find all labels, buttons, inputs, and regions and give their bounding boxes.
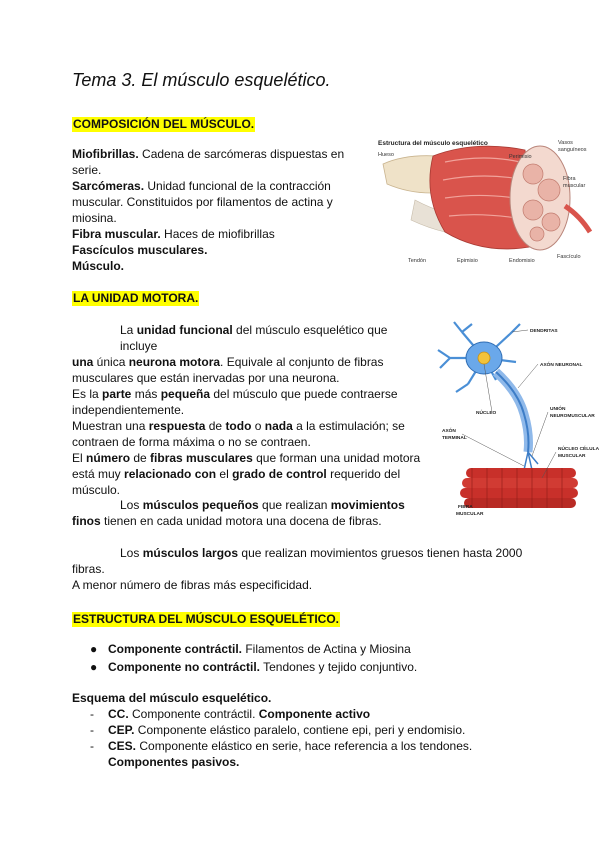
unidad-p4-f: está muy — [72, 467, 125, 481]
def-sarcomeras-2: muscular. Constituidos por filamentos de actina y — [72, 195, 333, 209]
term-sarcomeras: Sarcómeras. — [72, 179, 145, 193]
label-vasos-1: Vasos — [558, 140, 573, 146]
list-item — [90, 722, 510, 738]
label-union-2: NEUROMUSCULAR — [550, 414, 595, 419]
unidad-text — [72, 322, 424, 498]
unidad-p6 — [72, 545, 542, 593]
bullet-2: ● — [90, 660, 98, 674]
unidad-p2-a: Es la — [72, 387, 103, 401]
unidad-p2-e: del músculo que puede contraerse — [210, 387, 398, 401]
list-item — [90, 640, 417, 658]
unidad-p4-k: músculo. — [72, 483, 121, 497]
label-perimisio: Perimisio — [509, 154, 532, 160]
def-miofibrillas-2: serie. — [72, 163, 102, 177]
unidad-p2-b: parte — [102, 387, 132, 401]
list-item — [90, 706, 510, 722]
fascicle-2 — [538, 179, 560, 201]
label-fibra-muscular-2: MUSCULAR — [456, 512, 484, 517]
esquema-title: Esquema del músculo esquelético. — [72, 691, 272, 705]
ces-def: Componente elástico en serie, hace referencia a los tendones. — [136, 739, 473, 753]
list-item — [90, 658, 417, 676]
unidad-p4-h: el — [216, 467, 233, 481]
cc-def: Componente contráctil. — [128, 707, 259, 721]
unidad-p4-c: de — [130, 451, 151, 465]
axon-terminals — [524, 452, 538, 470]
ces-term: CES. — [108, 739, 137, 753]
def-sarcomeras-3: miosina. — [72, 211, 117, 225]
unidad-p3-g: a la estimulación; se — [292, 419, 405, 433]
unidad-p4-g: relacionado con — [124, 467, 217, 481]
fascicle-4 — [542, 213, 560, 231]
fascicle-5 — [530, 227, 544, 241]
unidad-p4-a: El — [72, 451, 87, 465]
label-dendritas: DENDRITAS — [530, 329, 558, 334]
componente-contractil-def: Filamentos de Actina y Miosina — [242, 642, 411, 656]
label-axon-terminal-1: AXÓN — [442, 429, 456, 434]
dash-3: - — [90, 739, 94, 753]
componente-contractil-term: Componente contráctil. — [108, 642, 243, 656]
unidad-p5 — [72, 497, 424, 529]
componente-no-contractil-def: Tendones y tejido conjuntivo. — [260, 660, 418, 674]
section-heading-unidad: LA UNIDAD MOTORA. — [73, 291, 199, 305]
unidad-p3-h: contraen de forma máxima o no se contraen. — [72, 435, 311, 449]
dash-1: - — [90, 707, 94, 721]
componentes-list — [90, 640, 417, 676]
label-vasos-2: sanguíneos — [558, 147, 587, 153]
label-axon-terminal-2: TERMINAL — [442, 436, 467, 441]
def-sarcomeras-1: Unidad funcional de la contracción — [144, 179, 331, 193]
unidad-p1-f: neurona motora — [128, 355, 221, 369]
label-union-1: UNIÓN — [550, 407, 566, 412]
list-item — [90, 738, 510, 754]
composicion-text — [72, 146, 362, 274]
unidad-p1-c: del músculo esquelético que incluye — [120, 323, 388, 353]
term-musculo: Músculo. — [72, 259, 125, 273]
figure-muscle-title: Estructura del músculo esquelético — [378, 140, 488, 147]
unidad-p3-f: nada — [264, 419, 293, 433]
unidad-p5-b: músculos pequeños — [142, 498, 259, 512]
unidad-p3-d: todo — [225, 419, 252, 433]
unidad-p3-a: Muestran una — [72, 419, 149, 433]
unidad-p1-g: . Equivale al conjunto de fibras — [220, 355, 384, 369]
unidad-p5-d: movimientos — [330, 498, 405, 512]
def-fibra: Haces de miofibrillas — [160, 227, 275, 241]
muscle-structure-figure — [375, 136, 600, 266]
label-hueso: Hueso — [378, 152, 394, 158]
unidad-p4-e: que forman una unidad motora — [252, 451, 421, 465]
section-heading-estructura: ESTRUCTURA DEL MÚSCULO ESQUELÉTICO. — [73, 612, 340, 626]
bullet-1: ● — [90, 642, 98, 656]
unidad-p6-d: fibras. — [72, 562, 105, 576]
componentes-pasivos: Componentes pasivos. — [108, 755, 240, 769]
label-axon: AXÓN NEURONAL — [540, 363, 583, 368]
muscle-fibers — [460, 468, 578, 508]
cc-term: CC. — [108, 707, 129, 721]
label-epimisio: Epimisio — [457, 258, 478, 264]
componente-no-contractil-term: Componente no contráctil. — [108, 660, 261, 674]
unidad-p5-e: finos — [72, 514, 101, 528]
label-fibra-muscular-1: FIBRA — [458, 505, 473, 510]
term-fibra: Fibra muscular. — [72, 227, 161, 241]
unidad-p5-a: Los — [120, 498, 143, 512]
unidad-p6-a: Los — [120, 546, 143, 560]
unidad-p6-c: que realizan movimientos gruesos tienen hasta 2000 — [238, 546, 523, 560]
unidad-p4-j: requerido del — [326, 467, 401, 481]
muscle-fiber-extension — [565, 206, 590, 232]
label-tendon: Tendón — [408, 258, 427, 264]
neuron-nucleus — [478, 352, 490, 364]
def-miofibrillas-1: Cadena de sarcómeras dispuestas en — [138, 147, 345, 161]
motor-unit-figure — [432, 318, 600, 523]
unidad-p1-d: una — [72, 355, 94, 369]
unidad-p7: A menor número de fibras más especificidad. — [72, 578, 313, 592]
label-fibra-2: muscular — [563, 183, 586, 189]
unidad-p4-d: fibras musculares — [150, 451, 253, 465]
section-heading-composicion: COMPOSICIÓN DEL MÚSCULO. — [73, 117, 255, 131]
unidad-p1-e: única — [93, 355, 129, 369]
cc-bold: Componente activo — [258, 707, 371, 721]
unidad-p1-b: unidad funcional — [136, 323, 233, 337]
term-miofibrillas: Miofibrillas. — [72, 147, 139, 161]
term-fasciculos: Fascículos musculares. — [72, 243, 208, 257]
cep-def: Componente elástico paralelo, contiene epi, peri y endomisio. — [134, 723, 466, 737]
label-endomisio: Endomisio — [509, 258, 535, 264]
unidad-p3-b: respuesta — [148, 419, 206, 433]
unidad-p2-d: pequeña — [160, 387, 211, 401]
unidad-p3-e: o — [251, 419, 265, 433]
unidad-p5-f: tienen en cada unidad motora una docena de fibras. — [100, 514, 382, 528]
unidad-p3-c: de — [205, 419, 226, 433]
label-fasciculo: Fascículo — [557, 254, 581, 260]
label-nucleo-celula-2: MUSCULAR — [558, 454, 586, 459]
unidad-p4-i: grado de control — [232, 467, 327, 481]
unidad-p6-b: músculos largos — [142, 546, 239, 560]
page-title: Tema 3. El músculo esquelético. — [72, 70, 331, 90]
fascicle-1 — [523, 164, 543, 184]
cep-term: CEP. — [108, 723, 135, 737]
fascicle-3 — [523, 200, 543, 220]
list-item — [90, 754, 510, 770]
label-nucleo: NÚCLEO — [476, 411, 497, 416]
unidad-p1-a: La — [120, 323, 137, 337]
unidad-p4-b: número — [86, 451, 131, 465]
unidad-p2-c: más — [131, 387, 161, 401]
esquema-list — [90, 706, 510, 770]
unidad-p5-c: que realizan — [258, 498, 331, 512]
dash-2: - — [90, 723, 94, 737]
unidad-p2-f: independientemente. — [72, 403, 185, 417]
unidad-p1-h: musculares que están inervadas por una neurona. — [72, 371, 340, 385]
label-fibra-1: Fibra — [563, 176, 576, 182]
label-nucleo-celula-1: NÚCLEO CÉLULA — [558, 447, 600, 452]
